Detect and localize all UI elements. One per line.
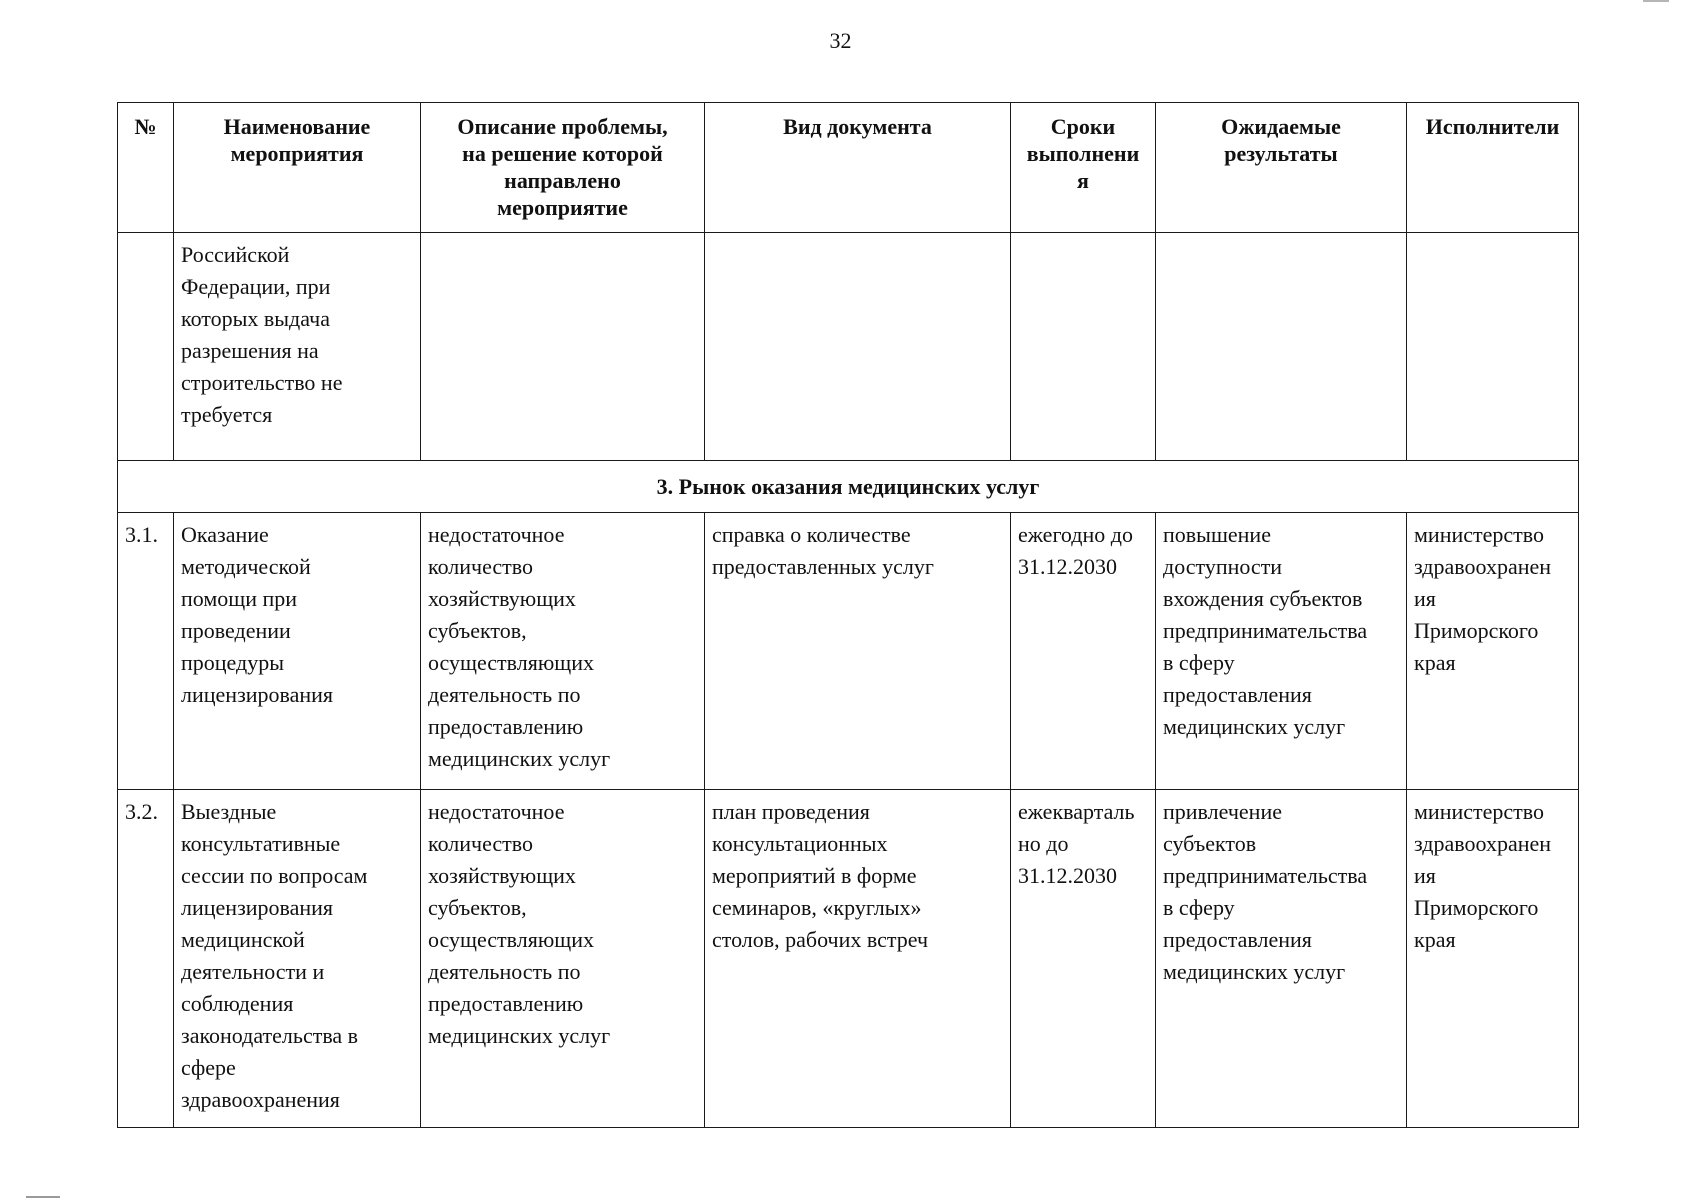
page-number: 32 — [829, 28, 852, 53]
cell-results: повышение доступности вхождения субъектов предпринимательства в сферу предоставления медицинских услуг — [1156, 513, 1407, 790]
table-row-continuation — [118, 233, 1579, 461]
cell-problem: недостаточное количество хозяйствующих субъектов, осуществляющих деятельность по предоставлению медицинских услуг — [421, 513, 705, 790]
cell-executors — [1407, 233, 1579, 461]
cell-name: Российской Федерации, при которых выдача разрешения на строительство не требуется — [174, 233, 421, 461]
scan-mark-bottom — [26, 1196, 60, 1198]
cell-problem — [421, 233, 705, 461]
table-row — [118, 790, 1579, 1128]
scan-mark-top — [1643, 0, 1669, 2]
header-document: Вид документа — [705, 103, 1011, 233]
cell-document: план проведения консультационных мероприятий в форме семинаров, «круглых» столов, рабочих встреч — [705, 790, 1011, 1128]
header-number: № — [118, 103, 174, 233]
cell-results — [1156, 233, 1407, 461]
cell-deadline — [1011, 233, 1156, 461]
cell-document: справка о количестве предоставленных услуг — [705, 513, 1011, 790]
header-name: Наименование мероприятия — [174, 103, 421, 233]
header-executors: Исполнители — [1407, 103, 1579, 233]
table-row — [118, 513, 1579, 790]
cell-results: привлечение субъектов предпринимательства в сферу предоставления медицинских услуг — [1156, 790, 1407, 1128]
measures-table — [117, 102, 1579, 1128]
cell-name: Выездные консультативные сессии по вопросам лицензирования медицинской деятельности и соблюдения законодательства в сфере здравоохранения — [174, 790, 421, 1128]
table-header-row — [118, 103, 1579, 233]
cell-deadline: ежегодно до 31.12.2030 — [1011, 513, 1156, 790]
cell-document — [705, 233, 1011, 461]
cell-executors: министерство здравоохранен ия Приморского края — [1407, 790, 1579, 1128]
cell-name: Оказание методической помощи при проведении процедуры лицензирования — [174, 513, 421, 790]
cell-num — [118, 233, 174, 461]
cell-problem: недостаточное количество хозяйствующих субъектов, осуществляющих деятельность по предоставлению медицинских услуг — [421, 790, 705, 1128]
cell-executors: министерство здравоохранен ия Приморского края — [1407, 513, 1579, 790]
header-problem: Описание проблемы, на решение которой направлено мероприятие — [421, 103, 705, 233]
header-deadline: Сроки выполнени я — [1011, 103, 1156, 233]
section-heading-row — [118, 461, 1579, 513]
cell-num: 3.2. — [118, 790, 174, 1128]
cell-deadline: ежекварталь но до 31.12.2030 — [1011, 790, 1156, 1128]
cell-num: 3.1. — [118, 513, 174, 790]
header-results: Ожидаемые результаты — [1156, 103, 1407, 233]
section-title: 3. Рынок оказания медицинских услуг — [118, 461, 1579, 513]
